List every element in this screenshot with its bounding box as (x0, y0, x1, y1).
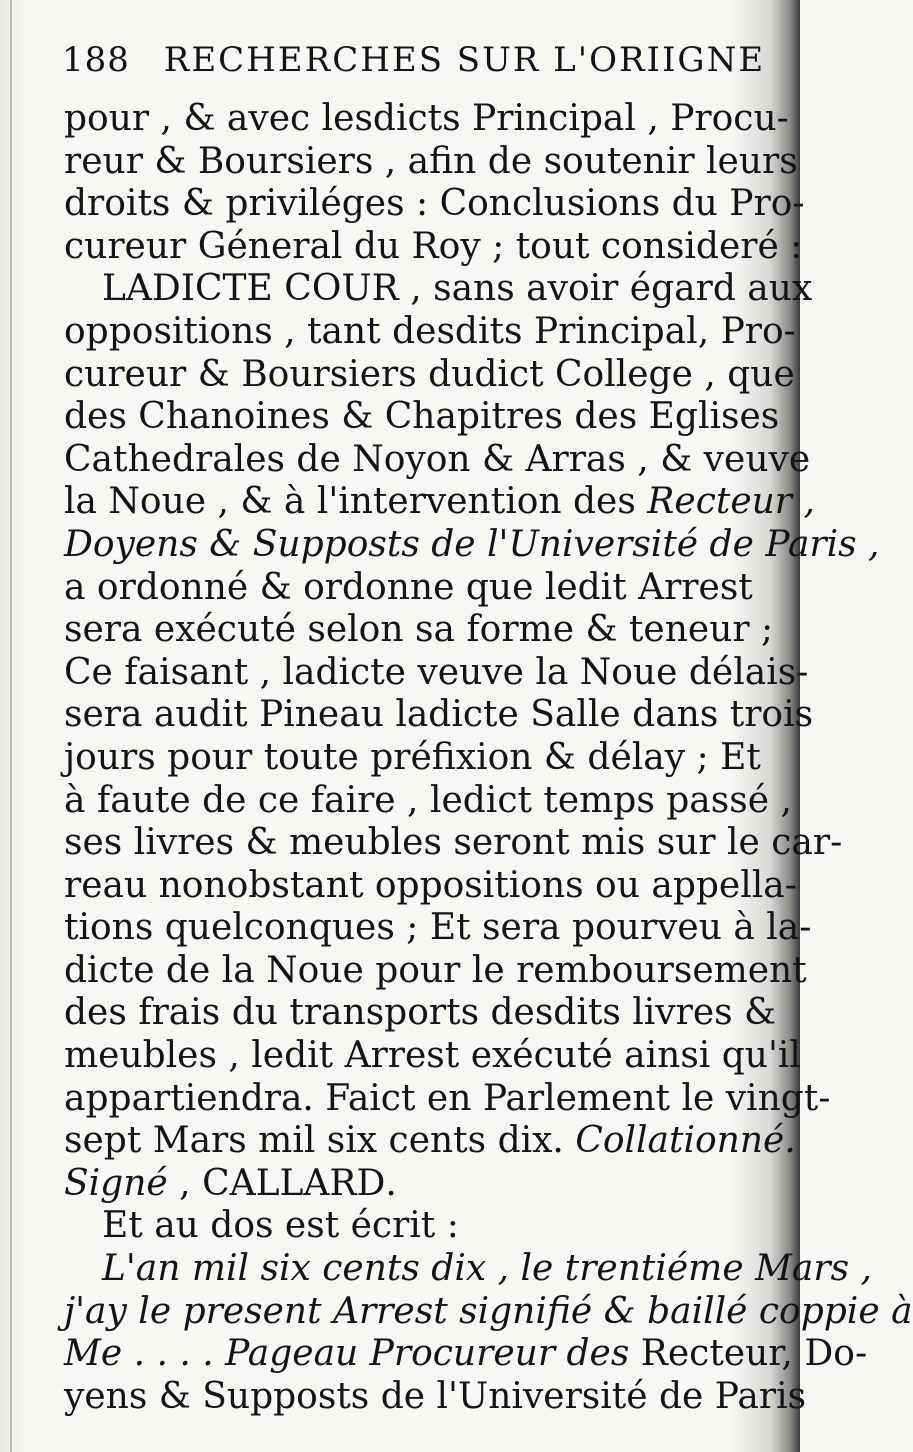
text-line (64, 1205, 740, 1248)
text-segment: des frais du transports desdits livres & (64, 992, 777, 1034)
text-segment: la Noue , & à l'intervention des (64, 481, 648, 523)
text-line (64, 609, 774, 652)
text-line (64, 736, 761, 780)
running-title: RECHERCHES SUR L'ORIIGNE (163, 40, 766, 80)
text-line (64, 1290, 913, 1334)
text-segment: reur & Boursiers , afin de soutenir leurs (64, 140, 798, 182)
text-segment: Collationné. (575, 1120, 796, 1162)
text-segment: Cathedrales de Noyon & Arras , & veuve (64, 438, 811, 480)
text-line (64, 523, 880, 567)
text-line (64, 822, 843, 865)
text-line (64, 438, 811, 482)
text-segment: pour , & avec lesdicts Principal , Procu- (64, 98, 789, 139)
text-line (64, 225, 803, 269)
text-line (64, 1035, 801, 1078)
text-line (64, 864, 797, 908)
text-line (64, 481, 815, 524)
text-line (64, 1120, 796, 1163)
text-segment: jours pour toute préfixion & délay ; Et (64, 736, 761, 778)
text-line (64, 651, 809, 695)
text-line (64, 694, 814, 737)
text-segment: . (385, 1162, 397, 1204)
text-line (64, 396, 780, 439)
text-segment: yens & Supposts de l'Université de Paris (64, 1375, 807, 1417)
text-line (64, 268, 813, 311)
text-segment: , (167, 1162, 203, 1204)
text-line (64, 1333, 868, 1376)
text-line (64, 183, 805, 226)
text-line (64, 779, 792, 823)
text-segment: ses livres & meubles seront mis sur le car- (64, 822, 843, 864)
text-segment: sept Mars mil six cents dix. (64, 1120, 576, 1162)
text-segment: j'ay le present Arrest signifié & baillé coppie à (64, 1290, 913, 1332)
text-line (64, 992, 777, 1035)
text-line (64, 1077, 831, 1121)
text-segment: meubles , ledit Arrest exécuté ainsi qu'il (64, 1035, 801, 1077)
page-header (62, 40, 766, 100)
text-segment: sera exécuté selon sa forme & teneur ; (64, 609, 774, 651)
text-segment: a ordonné & ordonne que ledit Arrest (64, 566, 753, 608)
text-line (64, 1163, 740, 1206)
text-line (64, 353, 795, 397)
text-segment: tions quelconques ; Et sera pourveu à la- (64, 907, 812, 949)
text-segment: CALLARD (202, 1162, 386, 1204)
text-line (64, 566, 753, 610)
text-segment: oppositions , tant desdits Principal, Pro- (64, 310, 796, 352)
text-segment: des Chanoines & Chapitres des Eglises (64, 396, 780, 438)
text-segment: dicte de la Noue pour le remboursement (64, 949, 807, 991)
text-segment: reau nonobstant oppositions ou appella- (64, 864, 797, 906)
text-segment: L'an mil six cents dix , le trentiéme Mars , (102, 1248, 872, 1290)
text-segment: Doyens & Supposts de l'Université de Paris , (64, 523, 880, 565)
text-segment: cureur & Boursiers dudict College , que (64, 353, 795, 395)
text-segment: , sans avoir égard aux (398, 268, 813, 310)
text-segment: Recteur, Do- (640, 1333, 868, 1375)
text-segment: droits & priviléges : Conclusions du Pro- (64, 183, 805, 225)
text-line (64, 949, 807, 993)
text-line (64, 1248, 872, 1291)
text-line (64, 310, 796, 354)
text-segment: sera audit Pineau ladicte Salle dans trois (64, 694, 814, 736)
text-segment: Ce faisant , ladicte veuve la Noue délais- (64, 651, 809, 693)
text-segment: Et au dos est écrit : (102, 1205, 459, 1247)
text-segment: LADICTE COUR (102, 268, 399, 310)
text-segment: appartiendra. Faict en Parlement le vingt- (64, 1077, 831, 1119)
text-segment: Recteur , (647, 481, 815, 523)
text-segment: cureur Géneral du Roy ; tout consideré : (64, 225, 803, 267)
text-line (64, 907, 812, 950)
text-line (64, 1375, 807, 1419)
text-line (64, 98, 789, 141)
page-edge-rule (10, 0, 12, 1452)
text-segment: Signé (64, 1162, 168, 1204)
body-text (64, 98, 913, 1418)
text-segment: à faute de ce faire , ledict temps passé , (64, 779, 792, 821)
page-number: 188 (62, 40, 130, 80)
text-segment: Me . . . . Pageau Procureur des (64, 1333, 641, 1375)
text-line (64, 140, 798, 184)
